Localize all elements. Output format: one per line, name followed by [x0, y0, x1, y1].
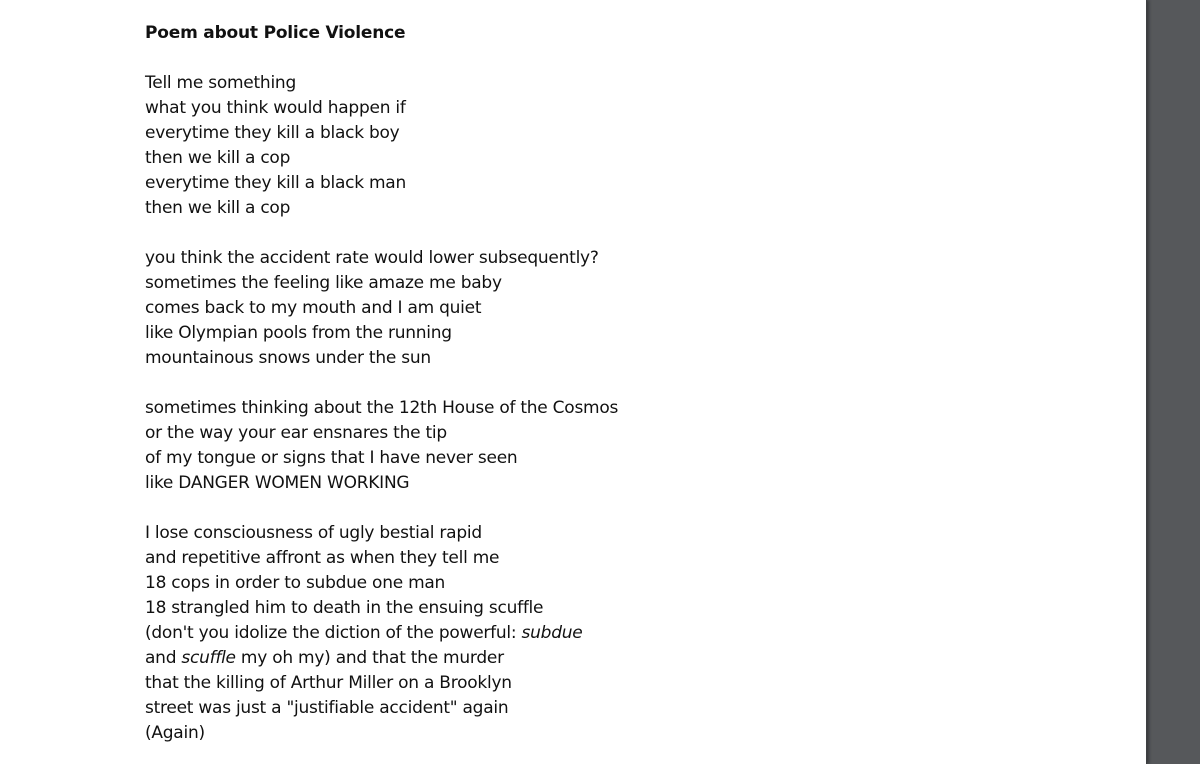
- line-text: and: [145, 648, 182, 668]
- poem-line: then we kill a cop: [145, 148, 291, 168]
- poem-line: 18 cops in order to subdue one man: [145, 573, 446, 593]
- poem-line-mixed: [145, 646, 1125, 671]
- poem-line: comes back to my mouth and I am quiet: [145, 298, 482, 318]
- line-text: my oh my) and that the murder: [235, 648, 504, 668]
- poem-line: like Olympian pools from the running: [145, 323, 452, 343]
- poem-line: sometimes the feeling like amaze me baby: [145, 273, 502, 293]
- poem-line: what you think would happen if: [145, 98, 406, 118]
- poem-line: everytime they kill a black man: [145, 173, 406, 193]
- poem-line: 18 strangled him to death in the ensuing scuffle: [145, 598, 544, 618]
- poem-line: (Again): [145, 723, 205, 743]
- poem-line: everytime they kill a black boy: [145, 123, 400, 143]
- poem-line: like DANGER WOMEN WORKING: [145, 473, 410, 493]
- poem-line-mixed: [145, 621, 1125, 646]
- stanza-break: [145, 496, 1125, 521]
- italic-word: subdue: [521, 623, 583, 643]
- poem-line: or the way your ear ensnares the tip: [145, 423, 447, 443]
- poem-line: I lose consciousness of ugly bestial rapid: [145, 523, 482, 543]
- stanza-2: [145, 246, 1125, 371]
- spacer: [145, 45, 1125, 71]
- stanza-1: [145, 71, 1125, 221]
- line-text: (don't you idolize the diction of the powerful:: [145, 623, 522, 643]
- italic-word: scuffle: [181, 648, 236, 668]
- poem-line: mountainous snows under the sun: [145, 348, 431, 368]
- stanza-4: [145, 521, 1125, 746]
- poem-line: Tell me something: [145, 73, 296, 93]
- poem: [145, 21, 1125, 746]
- poem-line: sometimes thinking about the 12th House of the Cosmos: [145, 398, 619, 418]
- stanza-3: [145, 396, 1125, 496]
- poem-line: you think the accident rate would lower subsequently?: [145, 248, 599, 268]
- stanza-break: [145, 371, 1125, 396]
- poem-line: and repetitive affront as when they tell me: [145, 548, 500, 568]
- poem-line: then we kill a cop: [145, 198, 291, 218]
- poem-title: Poem about Police Violence: [145, 23, 406, 43]
- poem-line: that the killing of Arthur Miller on a Brooklyn: [145, 673, 512, 693]
- poem-line: street was just a "justifiable accident" again: [145, 698, 509, 718]
- stanza-break: [145, 221, 1125, 246]
- poem-line: of my tongue or signs that I have never seen: [145, 448, 518, 468]
